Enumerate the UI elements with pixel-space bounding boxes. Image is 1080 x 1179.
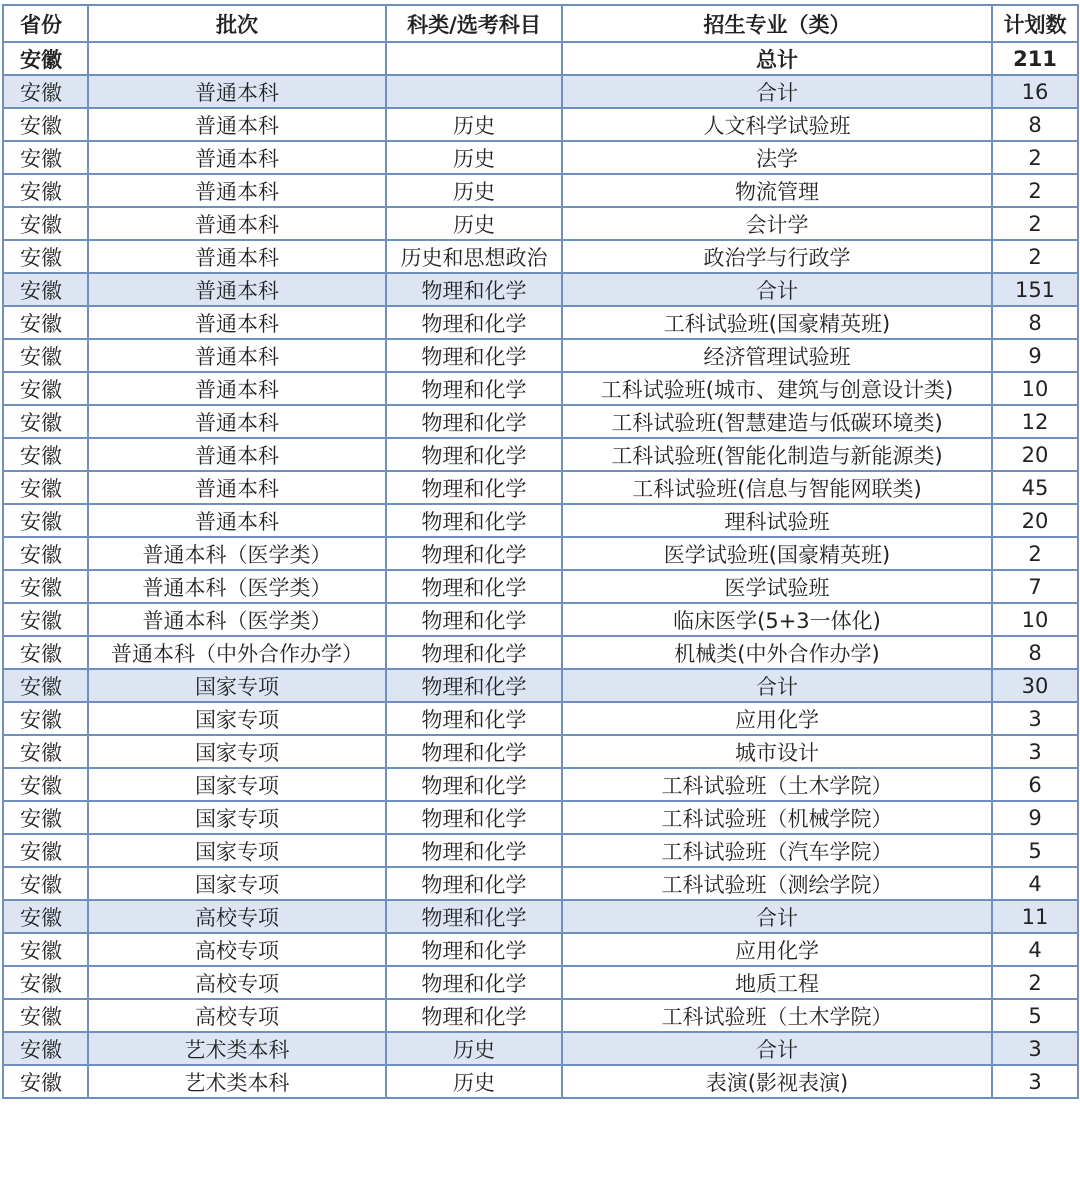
enrollment-plan-table [2, 4, 1079, 1099]
cell-major: 理科试验班 [562, 504, 992, 537]
cell-batch: 国家专项 [88, 702, 386, 735]
cell-province: 安徽 [3, 900, 88, 933]
cell-province: 安徽 [3, 537, 88, 570]
cell-subject: 物理和化学 [386, 702, 562, 735]
cell-province: 安徽 [3, 966, 88, 999]
cell-major: 物流管理 [562, 174, 992, 207]
cell-province: 安徽 [3, 471, 88, 504]
cell-major: 工科试验班（土木学院） [562, 999, 992, 1032]
cell-subject: 物理和化学 [386, 735, 562, 768]
cell-plan-count: 12 [992, 405, 1078, 438]
cell-subject: 物理和化学 [386, 504, 562, 537]
header-row [3, 5, 1078, 42]
cell-batch: 普通本科 [88, 141, 386, 174]
cell-subject: 物理和化学 [386, 471, 562, 504]
cell-subject: 历史 [386, 174, 562, 207]
cell-subject: 物理和化学 [386, 801, 562, 834]
cell-subject: 物理和化学 [386, 438, 562, 471]
cell-subject: 物理和化学 [386, 900, 562, 933]
cell-plan-count: 9 [992, 339, 1078, 372]
cell-plan-count: 3 [992, 735, 1078, 768]
cell-province: 安徽 [3, 768, 88, 801]
cell-plan-count: 9 [992, 801, 1078, 834]
cell-batch: 高校专项 [88, 999, 386, 1032]
table-row [3, 504, 1078, 537]
cell-major: 工科试验班(信息与智能网联类) [562, 471, 992, 504]
cell-major: 医学试验班 [562, 570, 992, 603]
cell-subject: 物理和化学 [386, 999, 562, 1032]
cell-plan-count: 20 [992, 504, 1078, 537]
cell-plan-count: 16 [992, 75, 1078, 108]
cell-plan-count: 5 [992, 999, 1078, 1032]
cell-province: 安徽 [3, 702, 88, 735]
cell-major: 城市设计 [562, 735, 992, 768]
cell-major: 人文科学试验班 [562, 108, 992, 141]
subtotal-row [3, 669, 1078, 702]
grand-total-row [3, 42, 1078, 75]
cell-plan-count: 8 [992, 108, 1078, 141]
table-row [3, 471, 1078, 504]
cell-subject: 物理和化学 [386, 570, 562, 603]
cell-batch: 普通本科（医学类） [88, 603, 386, 636]
cell-subject: 历史 [386, 141, 562, 174]
cell-plan-count: 30 [992, 669, 1078, 702]
cell-subject [386, 75, 562, 108]
cell-province: 安徽 [3, 405, 88, 438]
cell-subject: 历史 [386, 1065, 562, 1098]
cell-major: 政治学与行政学 [562, 240, 992, 273]
cell-major: 合计 [562, 900, 992, 933]
cell-major: 合计 [562, 75, 992, 108]
cell-subject: 历史和思想政治 [386, 240, 562, 273]
cell-plan-count: 4 [992, 867, 1078, 900]
cell-province: 安徽 [3, 372, 88, 405]
table-row [3, 999, 1078, 1032]
table-row [3, 372, 1078, 405]
cell-plan-count: 8 [992, 636, 1078, 669]
cell-batch: 普通本科 [88, 207, 386, 240]
cell-plan-count: 20 [992, 438, 1078, 471]
cell-batch: 普通本科 [88, 240, 386, 273]
table-row [3, 141, 1078, 174]
cell-province: 安徽 [3, 636, 88, 669]
cell-batch: 普通本科 [88, 405, 386, 438]
cell-batch: 普通本科 [88, 372, 386, 405]
cell-province: 安徽 [3, 141, 88, 174]
cell-province: 安徽 [3, 438, 88, 471]
cell-subject: 历史 [386, 108, 562, 141]
cell-batch: 普通本科 [88, 75, 386, 108]
cell-province: 安徽 [3, 42, 88, 75]
cell-batch: 普通本科（中外合作办学） [88, 636, 386, 669]
cell-batch: 国家专项 [88, 768, 386, 801]
cell-major: 应用化学 [562, 702, 992, 735]
cell-major: 应用化学 [562, 933, 992, 966]
cell-subject: 物理和化学 [386, 603, 562, 636]
cell-major: 机械类(中外合作办学) [562, 636, 992, 669]
cell-subject: 物理和化学 [386, 834, 562, 867]
header-province: 省份 [3, 5, 88, 42]
cell-batch: 国家专项 [88, 867, 386, 900]
header-plan-count: 计划数 [992, 5, 1078, 42]
cell-plan-count: 10 [992, 603, 1078, 636]
subtotal-row [3, 273, 1078, 306]
cell-major: 表演(影视表演) [562, 1065, 992, 1098]
cell-subject: 物理和化学 [386, 405, 562, 438]
cell-plan-count: 2 [992, 174, 1078, 207]
cell-province: 安徽 [3, 867, 88, 900]
cell-plan-count: 2 [992, 537, 1078, 570]
cell-province: 安徽 [3, 801, 88, 834]
cell-province: 安徽 [3, 339, 88, 372]
cell-batch [88, 42, 386, 75]
table-row [3, 306, 1078, 339]
table-row [3, 801, 1078, 834]
table-row [3, 834, 1078, 867]
cell-major: 工科试验班(智能化制造与新能源类) [562, 438, 992, 471]
cell-province: 安徽 [3, 933, 88, 966]
table-row [3, 603, 1078, 636]
cell-province: 安徽 [3, 834, 88, 867]
cell-province: 安徽 [3, 504, 88, 537]
cell-batch: 艺术类本科 [88, 1032, 386, 1065]
cell-major: 医学试验班(国豪精英班) [562, 537, 992, 570]
table-row [3, 240, 1078, 273]
table-row [3, 537, 1078, 570]
cell-major: 合计 [562, 1032, 992, 1065]
cell-plan-count: 2 [992, 966, 1078, 999]
cell-subject: 历史 [386, 1032, 562, 1065]
cell-major: 工科试验班（土木学院） [562, 768, 992, 801]
cell-plan-count: 11 [992, 900, 1078, 933]
table-row [3, 339, 1078, 372]
table-row [3, 570, 1078, 603]
cell-batch: 普通本科 [88, 504, 386, 537]
enrollment-plan-table-container [2, 4, 1079, 1099]
cell-province: 安徽 [3, 75, 88, 108]
header-batch: 批次 [88, 5, 386, 42]
cell-major: 合计 [562, 669, 992, 702]
subtotal-row [3, 75, 1078, 108]
cell-subject: 物理和化学 [386, 636, 562, 669]
cell-province: 安徽 [3, 207, 88, 240]
cell-plan-count: 45 [992, 471, 1078, 504]
table-row [3, 1065, 1078, 1098]
cell-batch: 艺术类本科 [88, 1065, 386, 1098]
cell-plan-count: 6 [992, 768, 1078, 801]
cell-plan-count: 211 [992, 42, 1078, 75]
cell-province: 安徽 [3, 306, 88, 339]
cell-plan-count: 4 [992, 933, 1078, 966]
cell-province: 安徽 [3, 603, 88, 636]
cell-major: 工科试验班（汽车学院） [562, 834, 992, 867]
cell-province: 安徽 [3, 999, 88, 1032]
cell-major: 总计 [562, 42, 992, 75]
cell-batch: 高校专项 [88, 966, 386, 999]
cell-plan-count: 2 [992, 207, 1078, 240]
cell-batch: 高校专项 [88, 933, 386, 966]
cell-subject [386, 42, 562, 75]
subtotal-row [3, 900, 1078, 933]
cell-plan-count: 151 [992, 273, 1078, 306]
cell-plan-count: 2 [992, 240, 1078, 273]
cell-province: 安徽 [3, 108, 88, 141]
cell-plan-count: 7 [992, 570, 1078, 603]
cell-province: 安徽 [3, 273, 88, 306]
cell-major: 会计学 [562, 207, 992, 240]
cell-subject: 历史 [386, 207, 562, 240]
cell-province: 安徽 [3, 735, 88, 768]
cell-major: 工科试验班(国豪精英班) [562, 306, 992, 339]
table-row [3, 933, 1078, 966]
cell-subject: 物理和化学 [386, 669, 562, 702]
cell-batch: 普通本科 [88, 108, 386, 141]
table-row [3, 207, 1078, 240]
header-subject: 科类/选考科目 [386, 5, 562, 42]
cell-subject: 物理和化学 [386, 768, 562, 801]
cell-subject: 物理和化学 [386, 372, 562, 405]
cell-batch: 普通本科 [88, 174, 386, 207]
cell-major: 临床医学(5+3一体化) [562, 603, 992, 636]
cell-province: 安徽 [3, 669, 88, 702]
cell-province: 安徽 [3, 1032, 88, 1065]
cell-plan-count: 10 [992, 372, 1078, 405]
table-row [3, 966, 1078, 999]
cell-batch: 国家专项 [88, 834, 386, 867]
cell-batch: 普通本科 [88, 273, 386, 306]
table-row [3, 702, 1078, 735]
cell-subject: 物理和化学 [386, 306, 562, 339]
cell-batch: 高校专项 [88, 900, 386, 933]
cell-subject: 物理和化学 [386, 966, 562, 999]
cell-plan-count: 3 [992, 1065, 1078, 1098]
cell-subject: 物理和化学 [386, 867, 562, 900]
cell-province: 安徽 [3, 174, 88, 207]
cell-batch: 国家专项 [88, 801, 386, 834]
cell-province: 安徽 [3, 570, 88, 603]
cell-plan-count: 3 [992, 1032, 1078, 1065]
cell-plan-count: 2 [992, 141, 1078, 174]
cell-batch: 普通本科（医学类） [88, 570, 386, 603]
cell-major: 工科试验班(城市、建筑与创意设计类) [562, 372, 992, 405]
cell-major: 工科试验班（测绘学院） [562, 867, 992, 900]
cell-batch: 普通本科 [88, 339, 386, 372]
table-row [3, 867, 1078, 900]
cell-batch: 普通本科 [88, 471, 386, 504]
cell-batch: 普通本科 [88, 438, 386, 471]
cell-batch: 普通本科（医学类） [88, 537, 386, 570]
cell-major: 合计 [562, 273, 992, 306]
cell-plan-count: 8 [992, 306, 1078, 339]
cell-major: 地质工程 [562, 966, 992, 999]
cell-province: 安徽 [3, 240, 88, 273]
table-row [3, 108, 1078, 141]
header-major: 招生专业（类） [562, 5, 992, 42]
cell-major: 工科试验班（机械学院） [562, 801, 992, 834]
table-row [3, 438, 1078, 471]
cell-subject: 物理和化学 [386, 339, 562, 372]
cell-plan-count: 5 [992, 834, 1078, 867]
cell-major: 法学 [562, 141, 992, 174]
cell-subject: 物理和化学 [386, 933, 562, 966]
cell-batch: 普通本科 [88, 306, 386, 339]
table-row [3, 735, 1078, 768]
cell-subject: 物理和化学 [386, 537, 562, 570]
cell-subject: 物理和化学 [386, 273, 562, 306]
table-row [3, 768, 1078, 801]
cell-province: 安徽 [3, 1065, 88, 1098]
cell-major: 经济管理试验班 [562, 339, 992, 372]
table-row [3, 636, 1078, 669]
cell-batch: 国家专项 [88, 735, 386, 768]
subtotal-row [3, 1032, 1078, 1065]
cell-plan-count: 3 [992, 702, 1078, 735]
cell-batch: 国家专项 [88, 669, 386, 702]
table-row [3, 174, 1078, 207]
table-row [3, 405, 1078, 438]
cell-major: 工科试验班(智慧建造与低碳环境类) [562, 405, 992, 438]
